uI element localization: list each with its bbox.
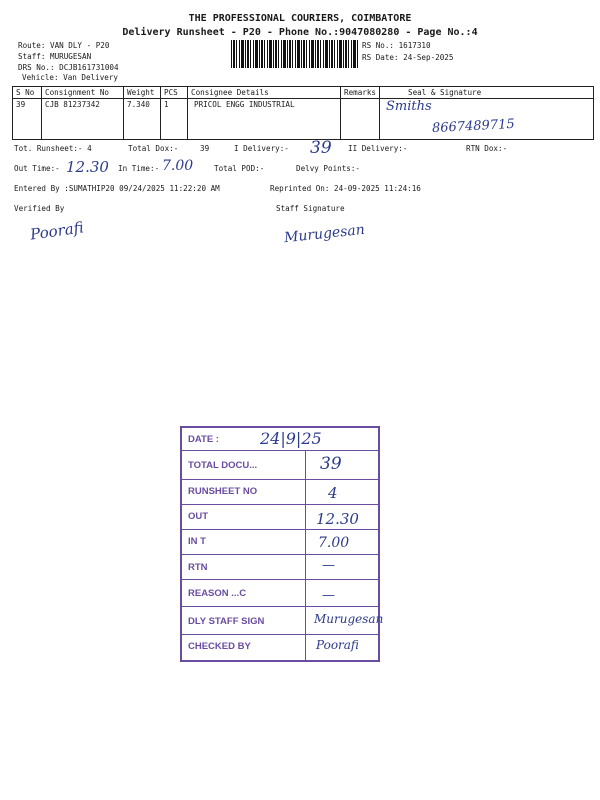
cell-weight: 7.340 (124, 99, 161, 140)
i-delivery-label: I Delivery:- (234, 144, 289, 153)
stamp-row-line (182, 504, 378, 505)
stamp-row-line (182, 579, 378, 580)
table-row (13, 99, 594, 140)
col-header-remarks: Remarks (341, 87, 380, 99)
stamp-dly-staff-value: Murugesan (314, 612, 384, 626)
cell-pcs: 1 (161, 99, 188, 140)
stamp-runsheet-value: 4 (328, 484, 338, 502)
i-delivery-value: 39 (310, 138, 332, 158)
route-text: Route: VAN DLY - P20 (18, 41, 110, 50)
stamp-reason-value: — (322, 588, 335, 603)
cell-consignee: PRICOL ENGG INDUSTRIAL (188, 99, 341, 140)
receiver-signature: Smiths (386, 99, 432, 114)
stamp-date-label: DATE : (188, 434, 219, 445)
col-header-signature: Seal & Signature (380, 87, 594, 99)
stamp-divider (305, 450, 306, 660)
receiver-phone: 8667489715 (431, 116, 516, 137)
runsheet-title: Delivery Runsheet - P20 - Phone No.:9047080280 - Page No.:4 (122, 27, 478, 38)
stamp-in-value: 7.00 (318, 535, 350, 551)
table-header-row (13, 87, 594, 99)
staff-signature-label: Staff Signature (276, 204, 345, 213)
stamp-out-value: 12.30 (316, 510, 359, 528)
total-pod-label: Total POD:- (214, 164, 265, 173)
cell-signature (380, 99, 594, 140)
stamp-date-value: 24|9|25 (260, 429, 322, 448)
rs-date-text: RS Date: 24-Sep-2025 (362, 53, 454, 62)
stamp-row-line (182, 606, 378, 607)
stamp-runsheet-label: RUNSHEET NO (188, 486, 258, 497)
stamp-row-line (182, 634, 378, 635)
total-dox-label: Total Dox:- (128, 144, 179, 153)
verified-by-label: Verified By (14, 204, 65, 213)
ii-delivery-label: II Delivery:- (348, 144, 408, 153)
stamp-rtn-label: RTN (188, 562, 208, 573)
reprinted-on-text: Reprinted On: 24-09-2025 11:24:16 (270, 184, 421, 193)
entered-by-text: Entered By :SUMATHIP20 09/24/2025 11:22:20 AM (14, 184, 220, 193)
rtn-dox-label: RTN Dox:- (466, 144, 508, 153)
vehicle-text: Vehicle: Van Delivery (22, 73, 119, 82)
out-time-label: Out Time:- (14, 164, 60, 173)
out-time-value: 12.30 (66, 158, 109, 176)
stamp-out-label: OUT (188, 511, 209, 522)
cell-remarks (341, 99, 380, 140)
col-header-weight: Weight (124, 87, 161, 99)
staff-signature: Murugesan (283, 221, 366, 247)
stamp-checked-label: CHECKED BY (188, 641, 251, 652)
delvy-points-label: Delvy Points:- (296, 164, 361, 173)
runsheet-table (12, 86, 594, 140)
tot-runsheet-text: Tot. Runsheet:- 4 (14, 144, 92, 153)
stamp-row-line (182, 529, 378, 530)
cell-consignment: CJB 81237342 (42, 99, 124, 140)
stamp-checked-value: Poorafi (316, 638, 359, 652)
stamp-in-label: IN T (188, 536, 206, 547)
drs-no-text: DRS No.: DCJB161731004 (18, 63, 119, 72)
barcode-image (231, 40, 359, 68)
stamp-row-line (182, 554, 378, 555)
verified-by-signature: Poorafi (29, 218, 85, 244)
col-header-consignment: Consignment No (42, 87, 124, 99)
col-header-consignee: Consignee Details (188, 87, 341, 99)
col-header-pcs: PCS (161, 87, 188, 99)
col-header-sno: S No (13, 87, 42, 99)
stamp-total-docs-label: TOTAL DOCU... (188, 460, 258, 471)
staff-text: Staff: MURUGESAN (18, 52, 92, 61)
total-dox-value: 39 (200, 144, 210, 153)
company-title: THE PROFESSIONAL COURIERS, COIMBATORE (188, 13, 412, 24)
stamp-row-line (182, 479, 378, 480)
in-time-label: In Time:- (118, 164, 160, 173)
stamp-total-docs-value: 39 (320, 454, 342, 474)
delivery-stamp (180, 426, 384, 662)
stamp-row-line (182, 450, 378, 451)
stamp-rtn-value: — (322, 558, 335, 573)
rs-no-text: RS No.: 1617310 (362, 41, 431, 50)
stamp-reason-label: REASON ...C (188, 588, 247, 599)
in-time-value: 7.00 (162, 158, 194, 174)
stamp-dly-staff-label: DLY STAFF SIGN (188, 616, 265, 627)
cell-sno: 39 (13, 99, 42, 140)
